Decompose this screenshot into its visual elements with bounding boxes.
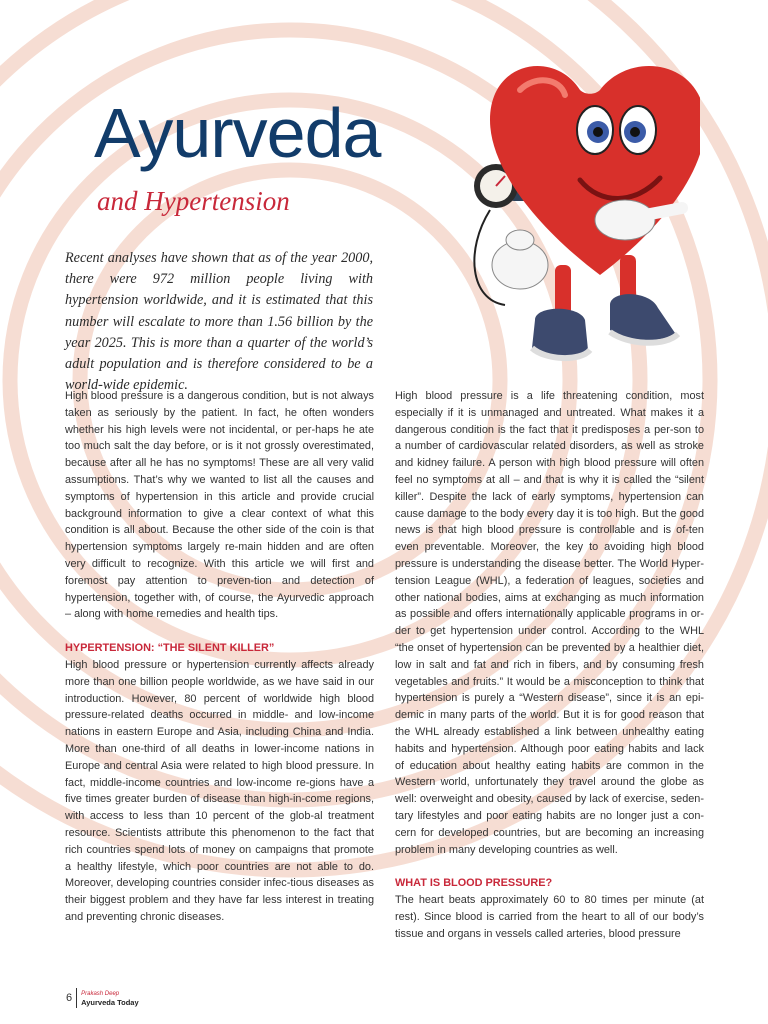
footer-brand: Prakash Deep [81, 990, 120, 997]
right-paragraph-2: The heart beats approximately 60 to 80 times per minute (at rest). Since blood is carried from the heart to all of our body’s tissue and organs in vessels called arteries, blood pressure [395, 894, 704, 940]
page-footer [66, 988, 139, 1008]
intro-paragraph: Recent analyses have shown that as of the year 2000, there were 972 million people living with hypertension worldwide, and it is estimated that this number will escalate to more than 1.56 billion by the year 2025. This is more than a quarter of the world’s adult population and is therefore considered to be a world-wide epidemic. [65, 250, 373, 394]
right-section-heading: WHAT IS BLOOD PRESSURE? [395, 877, 553, 890]
right-paragraph-1: High blood pressure is a life threatening condition, most especially if it is unmanaged and untreated. What makes it a dangerous condition is the fact that it predisposes a per-son to a number of cardiovascular related disorders, as well as stroke and kidney failure. A person with high blood pressure will often feel no symptoms at all – and that is why it is called the “silent killer”. Despite the lack of early symptoms, hypertension can cause damage to the body every day it is too high. But the good news is that high blood pressure is controllable and is of-ten even preventable. Moreover, the key to avoiding high blood pressure is understanding the disease better. The World Hyper-tension League (WHL), a federation of leagues, societies and other national bodies, aims at exchanging as much information as possible and offers internationally applicable programs in or-der to get hypertension under control. According to the WHL “the onset of hypertension can be prevented by a healthier diet, low in salt and fat and rich in fibers, and by consuming fresh vegetables and fruits.” It would be a misconception to think that hypertension is purely a “Western disease”, since it is an epi-demic in many parts of the world. But it is for good reason that the WHL already established a link between unhealthy eating habits and hypertension. Although poor eating habits and lack of education about healthy eating habits are common in the Western world, unfortunately they travel around the globe as well: overweight and obesity, caused by lack of exercise, seden-tary lifestyles and poor eating habits are no longer just a con-cern for developed countries, but are becoming an increasing problem in many developing countries as well. [395, 390, 704, 856]
article-subtitle: and Hypertension [97, 186, 290, 216]
left-section-heading: HYPERTENSION: “THE SILENT KILLER” [65, 642, 275, 655]
footer-divider [76, 988, 77, 1008]
right-column [395, 388, 704, 943]
left-paragraph-2: High blood pressure or hypertension currently affects already more than one billion people worldwide, as we have said in our introduction. However, 80 percent of worldwide high blood pressure-related deaths occurred in middle- and low-income nations in eastern Europe and Asia, including China and India. More than one-third of all deaths in lower-income nations in Europe and central Asia were related to high blood pressure. In fact, middle-income countries and low-income re-gions have a five times greater burden of disease than high-in-come regions, with access to less than 10 percent of the glob-al treatment resource. Scientists attribute this phenomenon to the fact that rich countries spend lots of money on campaigns that promote a healthy lifestyle, which poor countries are not able to do. Moreover, developing countries consider infec-tious diseases as their biggest problem and they have far less interest in treating and preventing chronic diseases. [65, 658, 374, 923]
heart-mascot-illustration [460, 50, 700, 370]
article-title: Ayurveda [94, 94, 381, 172]
footer-magazine: Ayurveda Today [81, 997, 139, 1007]
left-column [65, 388, 374, 926]
left-paragraph-1: High blood pressure is a dangerous condition, but is not always taken as seriously by the patient. In fact, he often wonders whether his high levels were not incidental, or per-haps he ate too much salt the day before, or is it not grossly overestimated, because after all he has no symptoms! These are all very valid assumptions. That’s why we wanted to list all the causes and symptoms of hypertension in this article and provide crucial background information to give a clear context of what this condition is all about. Because the other side of the coin is that hypertension symptoms largely re-main hidden and are often very difficult to recognize. With this article we will first and foremost pay attention to preven-tion and detection of hypertension, together with, of course, the Ayurvedic approach – along with home remedies and health tips. [65, 390, 374, 621]
page-number: 6 [66, 992, 73, 1004]
footer-branding [81, 990, 139, 1007]
